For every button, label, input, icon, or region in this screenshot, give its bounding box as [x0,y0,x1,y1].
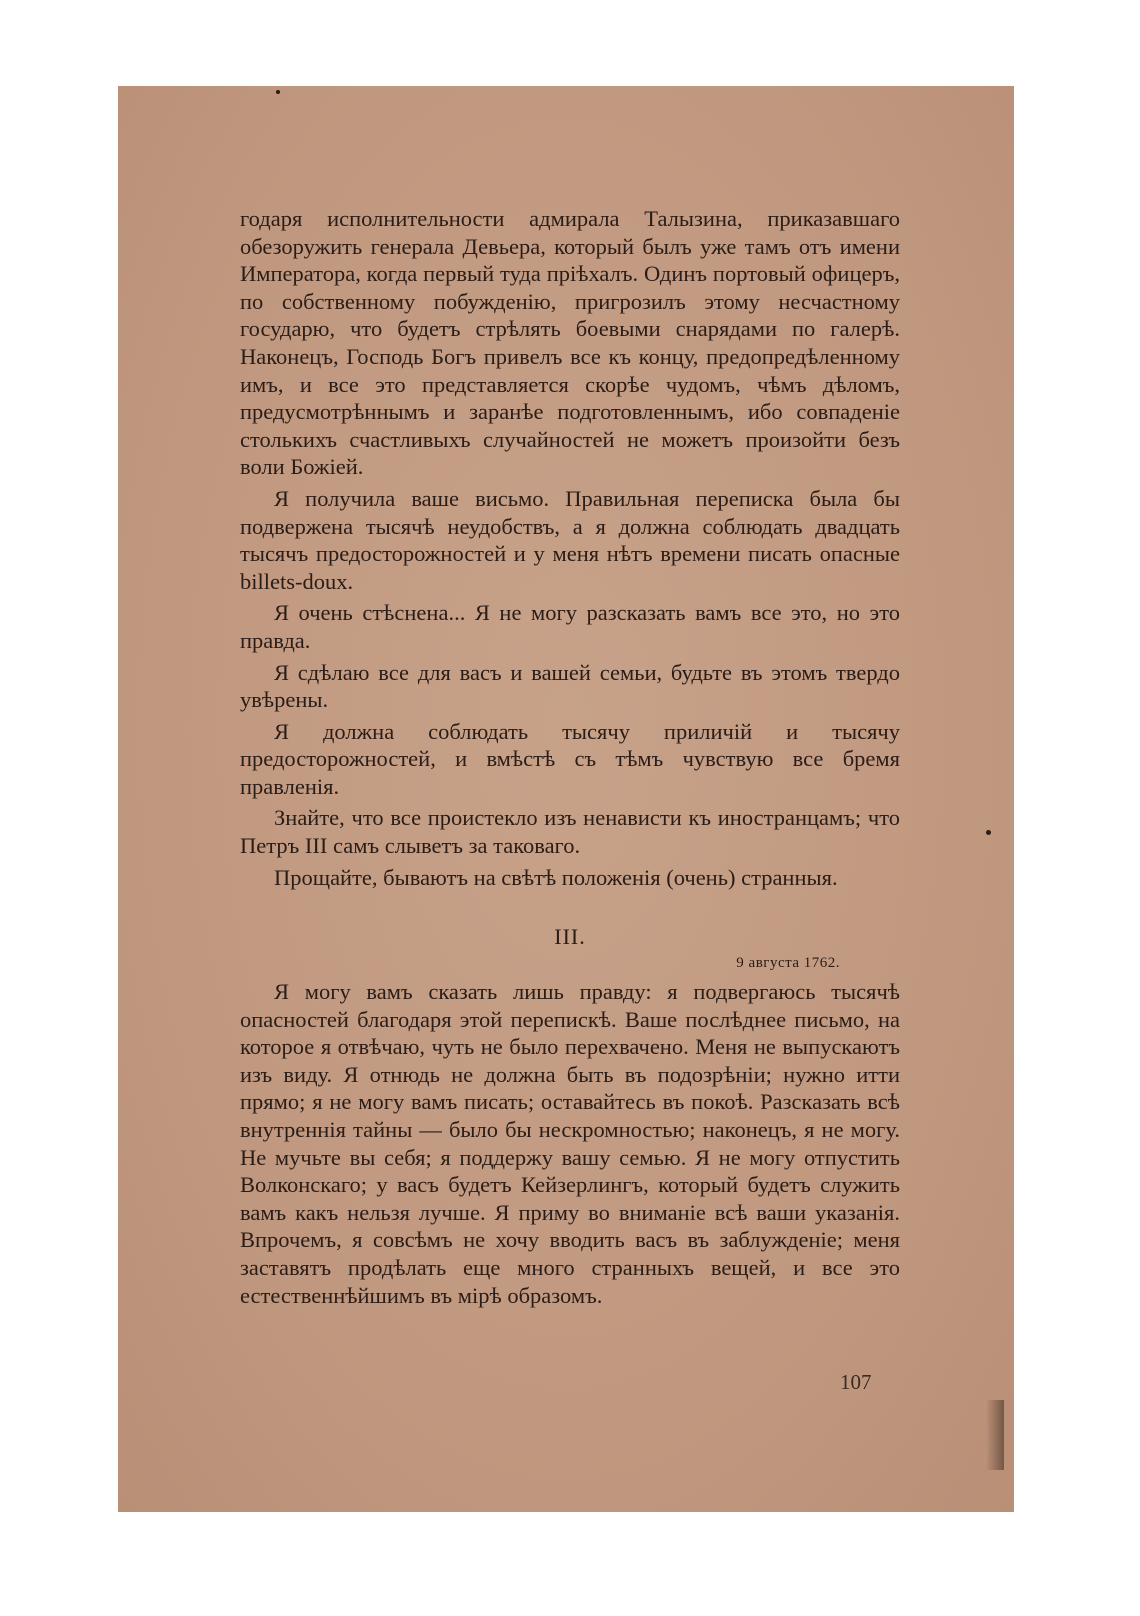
date-line: 9 августа 1762. [736,955,840,971]
page-number: 107 [840,1370,872,1394]
paragraph: Я должна соблюдать тысячу приличiй и тысячу предосторожностей, и вмѣстѣ съ тѣмъ чувствую все бремя правленiя. [240,718,900,799]
paragraph: Прощайте, бываютъ на свѣтѣ положенiя (очень) странныя. [274,864,838,890]
page-edge-shadow [986,1400,1004,1470]
paragraph: Я сдѣлаю все для васъ и вашей семьи, будьте въ этомъ твердо увѣрены. [240,659,900,713]
ink-speck [276,90,280,94]
paragraph: Я получила ваше висьмо. Правильная переписка была бы подвержена тысячѣ неудобствъ, а я должна соблюдать двадцать тысячъ предосторожностей и у меня нѣтъ времени писать опасные billets-doux. [240,485,900,594]
section-heading: III. [554,924,586,949]
ink-speck [986,830,991,835]
paragraph: годаря исполнительности адмирала Талызина, приказавшаго обезоружить генерала Девьера, который былъ уже тамъ отъ имени Императора, когда первый туда прiѣхалъ. Одинъ портовый офицеръ, по собственному побужденiю, пригрозилъ этому несчастному государю, что будетъ стрѣлять боевыми снарядами по галерѣ. Наконецъ, Господь Богъ привелъ все къ концу, предопредѣленному имъ, и все это представляется скорѣе чудомъ, чѣмъ дѣломъ, предусмотрѣннымъ и заранѣе подготовленнымъ, ибо совпаденiе столькихъ счастливыхъ случайностей не можетъ произойти безъ воли Божiей. [240,206,900,480]
paragraph: Знайте, что все проистекло изъ ненависти къ иностранцамъ; что Петръ III самъ слыветъ за таковаго. [240,805,900,859]
paragraph: Я могу вамъ сказать лишь правду: я подвергаюсь тысячѣ опасностей благодаря этой перепискѣ. Ваше послѣднее письмо, на которое я отвѣчаю, чуть не было перехвачено. Меня не выпускаютъ изъ виду. Я отнюдь не должна быть въ подозрѣнiи; нужно итти прямо; я не могу вамъ писать; оставайтесь въ покоѣ. Разсказать всѣ внутреннiя тайны — было бы нескромностью; наконецъ, я не могу. Не мучьте вы себя; я поддержу вашу семью. Я не могу отпустить Волконскаго; у васъ будетъ Кейзерлингъ, который будетъ служить вамъ какъ нельзя лучше. Я приму во вниманiе всѣ ваши указанiя. Впрочемъ, я совсѣмъ не хочу вводить васъ въ заблужденiе; меня заставятъ продѣлать еще много странныхъ вещей, и все это естественнѣйшимъ въ мiрѣ образомъ. [240,979,900,1308]
paragraph: Я очень стѣснена... Я не могу разсказать вамъ все это, но это правда. [240,600,900,653]
letter-text [240,978,900,1309]
continuation-text [240,205,900,895]
